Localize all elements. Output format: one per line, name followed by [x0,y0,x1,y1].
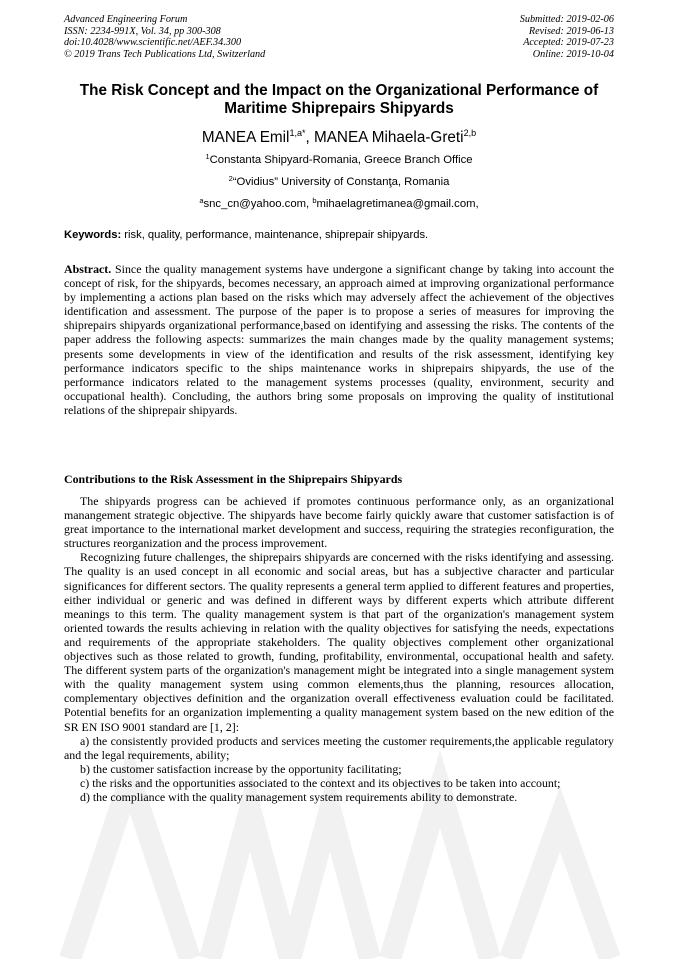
author-2: MANEA Mihaela-Greti [313,129,464,146]
keywords [64,228,614,242]
submission-dates [520,14,614,60]
list-item-b: b) the customer satisfaction increase by the opportunity facilitating; [80,761,402,776]
email-a: snc_cn@yahoo.com, [203,198,313,210]
abstract-text: Since the quality management systems have undergone a significant change by taking into account the concept of risk, for the shipyards, becomes necessary, an approach aimed at improving organizational performance by implementing a actions plan based on the risks which may adversely affect the achievement of the objectives identification and assessment. The purpose of the paper is to propose a series of measures for improving the shiprepairs shipyards organizational performance,based on identifying and assessing the risks. The contents of the paper address the following aspects: summarizes the main changes made by the quality management systems; presents some developments in view of the identification and results of the risk assessment, identifying key performance indicators specific to the ships maintenance works in shiprepairs shipyards, the use of the performance indicators related to the management systems processes (quality, environment, security and occupational health). Concluding, the authors bring some proposals on improving the quality of institutional relations of the shiprepair shipyards. [64,262,614,417]
copyright-line: © 2019 Trans Tech Publications Ltd, Switzerland [64,48,266,60]
doi-line: doi:10.4028/www.scientific.net/AEF.34.300 [64,37,242,49]
keywords-label: Keywords: [64,229,122,241]
paper-title: The Risk Concept and the Impact on the Organizational Performance of Maritime Shiprepairs Shipyards [79,82,599,117]
issn-line: ISSN: 2234-991X, Vol. 34, pp 300-308 [64,25,221,37]
journal-name: Advanced Engineering Forum [64,14,188,25]
list-item-d: d) the compliance with the quality management system requirements ability to demonstrate. [80,789,518,804]
section-body [64,494,614,804]
affiliation-1 [54,150,624,167]
list-item-a: a) the consistently provided products and services meeting the customer requirements,the applicable regulatory and the legal requirements, ability; [64,733,614,762]
email-a-marker: a [199,196,204,205]
paragraph: The shipyards progress can be achieved if promotes continuous performance only, as an organizational manangement strategic objective. The shipyards have become fairly quickly aware that customer satisfaction is of great importance to the international market development and success, requiring the strategies reconfiguration, the structures reorganization and the process improvement. [64,494,614,551]
author-2-marker: 2,b [463,128,477,138]
author-line [54,124,624,147]
paragraph: Recognizing future challenges, the shiprepairs shipyards are concerned with the risks identifying and assessing. The quality is an used concept in all economic and social areas, but has a subjective character and particular significances for different sectors. The quality represents a general term applied to different features and properties, either individual or generic and was defined in different ways by different experts which attribute different meanings to this term. The quality management system is that part of the organization's management system oriented towards the results achieving in relation with the quality objectives for satisfying the needs, expectations and requirements of the appropriate stakeholders. The quality objectives complement other organizational objectives such as those related to growth, funding, profitability, environmental, occupational health and safety. The different system parts of the organization's management might be integrated into a single management system with the quality management system using common elements,thus the planning, resources allocation, complementary objectives definition and the organization overall effectiveness evaluation could be facilitated. Potential benefits for an organization implementing a quality management system based on the new edition of the SR EN ISO 9001 standard are [1, 2]: [64,550,614,734]
section-heading: Contributions to the Risk Assessment in the Shiprepairs Shipyards [64,472,403,486]
list-item-c: c) the risks and the opportunities associated to the context and its objectives to be taken into account; [80,775,561,790]
affiliation-1-marker: 1 [205,152,210,161]
affiliation-2 [54,172,624,189]
affiliation-2-marker: 2 [228,174,233,183]
author-separator: , [305,129,314,146]
abstract [64,262,614,417]
revised-date: Revised: 2019-06-13 [528,25,614,37]
email-b: mihaelagretimanea@gmail.com, [316,198,479,210]
author-emails [54,194,624,211]
author-1: MANEA Emil [201,129,290,146]
keywords-text: risk, quality, performance, maintenance, shiprepair shipyards. [121,229,429,241]
affiliation-1-text: Constanta Shipyard-Romania, Greece Branch Office [209,154,473,166]
online-date: Online: 2019-10-04 [532,48,614,60]
email-b-marker: b [312,196,317,205]
affiliation-2-text: “Ovidius” University of Constanţa, Romania [232,176,450,188]
submitted-date: Submitted: 2019-02-06 [519,14,614,25]
journal-info [64,14,265,60]
author-1-marker: 1,a* [289,128,306,138]
abstract-label: Abstract. [64,262,112,276]
accepted-date: Accepted: 2019-07-23 [523,37,614,49]
